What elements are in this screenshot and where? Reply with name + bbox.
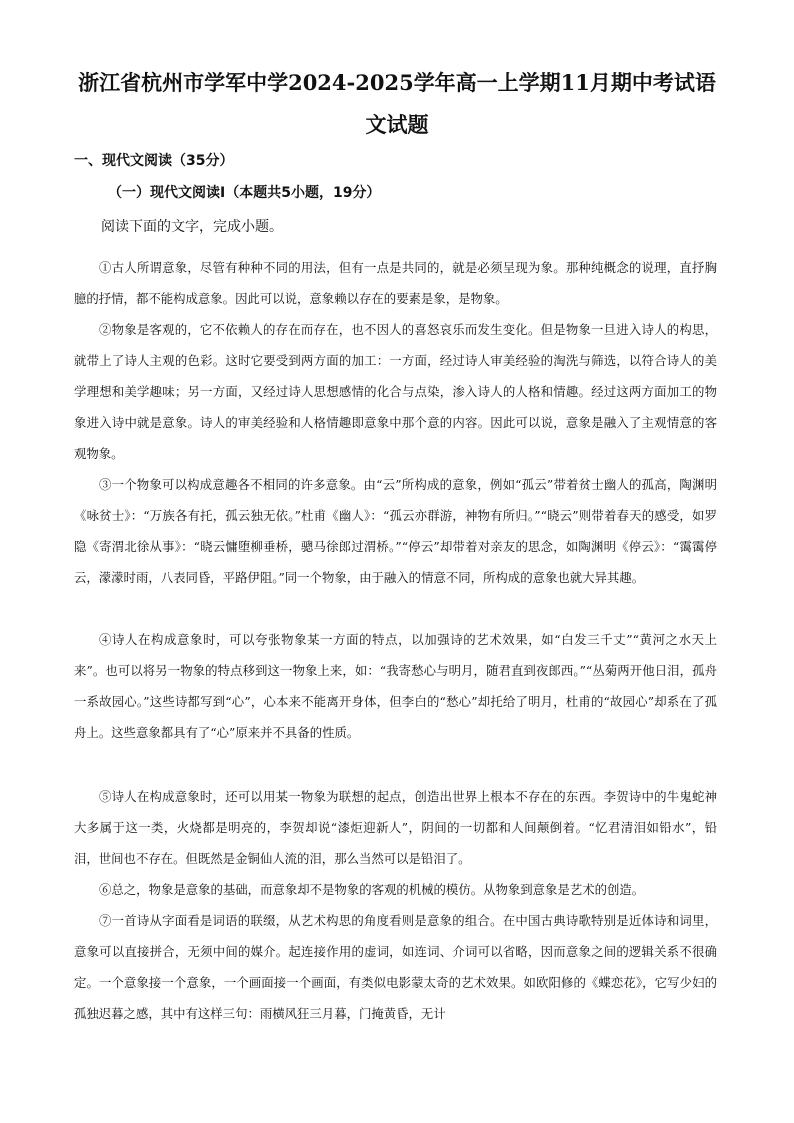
paragraph-6: ⑥总之，物象是意象的基础，而意象却不是物象的客观的机械的模仿。从物象到意象是艺术的创造。: [99, 882, 645, 897]
paragraph-3: ③一个物象可以构成意趣各不相同的许多意象。由“云”所构成的意象，例如“孤云”带着贫士幽人的孤高，陶渊明《咏贫士》：“万族各有托，孤云独无依。”杜甫《幽人》：“孤云亦群游，神物有所归。”“晓云”则带着春天的感受，如罗隐《寄渭北徐从事》：“晓云慵堕柳垂桥，骢马徐郎过渭桥。”“停云”却带着对亲友的思念，如陶渊明《停云》：“霭霭停云，濛濛时雨，八表同昏，平路伊阻。”同一个物象，由于融入的情意不同，所构成的意象也就大异其趣。: [74, 477, 717, 585]
document-title-line-2: 文试题: [365, 112, 429, 137]
paragraph-4: ④诗人在构成意象时，可以夸张物象某一方面的特点，以加强诗的艺术效果，如“白发三千丈”“黄河之水天上来”。也可以将另一物象的特点移到这一物象上来，如：“我寄愁心与明月，随君直到夜郎西。”“丛菊两开他日泪，孤舟一系故园心。”这些诗都写到“心”，心本来不能离开身体，但李白的“愁心”却托给了明月，杜甫的“故园心”却系在了孤舟上。这些意象都具有了“心”原来并不具备的性质。: [74, 632, 717, 740]
paragraph-2: ②物象是客观的，它不依赖人的存在而存在，也不因人的喜怒哀乐而发生变化。但是物象一旦进入诗人的构思，就带上了诗人主观的色彩。这时它要受到两方面的加工：一方面，经过诗人审美经验的淘洗与筛选，以符合诗人的美学理想和美学趣味；另一方面，又经过诗人思想感情的化合与点染，渗入诗人的人格和情趣。经过这两方面加工的物象进入诗中就是意象。诗人的审美经验和人格情趣即意象中那个意的内容。因此可以说，意象是融入了主观情意的客观物象。: [74, 322, 717, 461]
paragraph-7: ⑦一首诗从字面看是词语的联缀，从艺术构思的角度看则是意象的组合。在中国古典诗歌特别是近体诗和词里，意象可以直接拼合，无须中间的媒介。起连接作用的虚词，如连词、介词可以省略，因而意象之间的逻辑关系不很确定。一个意象接一个意象，一个画面接一个画面，有类似电影蒙太奇的艺术效果。如欧阳修的《蝶恋花》，它写少妇的孤独迟暮之感，其中有这样三句：雨横风狂三月暮，门掩黄昏，无计: [74, 913, 717, 1021]
document-title-line-1: 浙江省杭州市学军中学2024-2025学年高一上学期11月期中考试语: [78, 70, 716, 95]
reading-instruction: 阅读下面的文字，完成小题。: [101, 219, 283, 235]
section-heading: 一、现代文阅读（35分）: [74, 153, 234, 169]
paragraph-1: ①古人所谓意象，尽管有种种不同的用法，但有一点是共同的，就是必须呈现为象。那种纯概念的说理，直抒胸臆的抒情，都不能构成意象。因此可以说，意象赖以存在的要素是象，是物象。: [74, 260, 717, 306]
paragraph-5: ⑤诗人在构成意象时，还可以用某一物象为联想的起点，创造出世界上根本不存在的东西。李贺诗中的牛鬼蛇神大多属于这一类，火烧都是明亮的，李贺却说“漆炬迎新人”，阴间的一切都和人间颠倒着。“忆君清泪如铅水”，铅泪，世间也不存在。但既然是金铜仙人流的泪，那么当然可以是铅泪了。: [74, 789, 717, 866]
section-subheading: （一）现代文阅读Ⅰ（本题共5小题，19分）: [108, 185, 381, 201]
